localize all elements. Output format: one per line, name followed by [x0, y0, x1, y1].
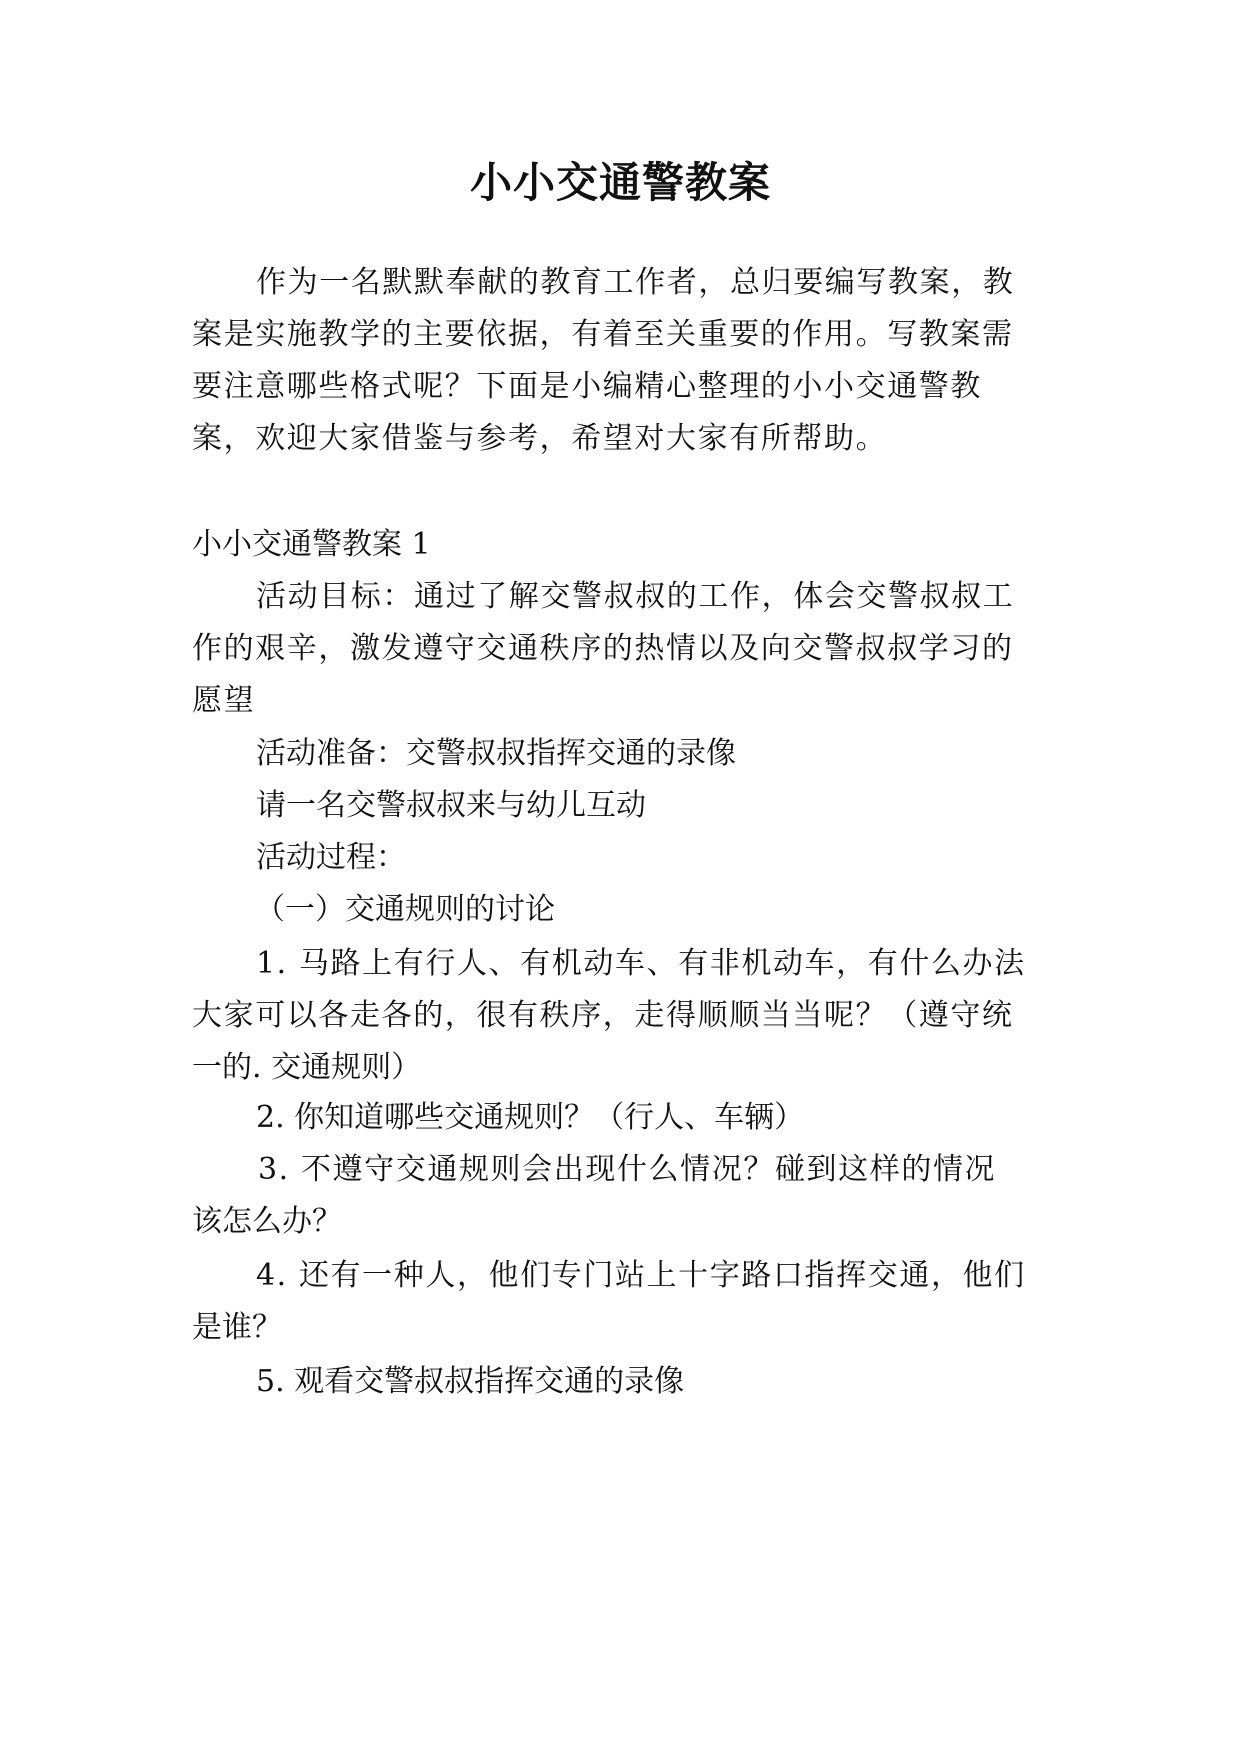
activity-goal-line: 活动目标：通过了解交警叔叔的工作，体会交警叔叔工: [256, 579, 1015, 614]
list-item-1-line: 大家可以各走各的，很有秩序，走得顺顺当当呢？（遵守统: [192, 998, 1014, 1033]
section-heading: 小小交通警教案 1: [192, 527, 431, 562]
activity-process-label: 活动过程：: [256, 840, 406, 875]
list-item-4-line: 4. 还有一种人，他们专门站上十字路口指挥交通，他们: [256, 1258, 1026, 1293]
part-one-heading: （一）交通规则的讨论: [255, 892, 555, 927]
activity-goal-line: 作的艰辛，激发遵守交通秩序的热情以及向交警叔叔学习的: [192, 631, 1014, 666]
activity-preparation: 活动准备：交警叔叔指挥交通的录像: [256, 736, 736, 771]
list-item-4-line: 是谁？: [192, 1310, 282, 1345]
list-item-5: 5. 观看交警叔叔指挥交通的录像: [256, 1364, 685, 1399]
intro-line: 案是实施教学的主要依据，有着至关重要的作用。写教案需: [192, 317, 1014, 352]
activity-invite: 请一名交警叔叔来与幼儿互动: [256, 788, 646, 823]
activity-goal-line: 愿望: [192, 683, 256, 718]
list-item-3-line: 该怎么办？: [192, 1204, 342, 1239]
intro-line: 作为一名默默奉献的教育工作者，总归要编写教案，教: [256, 265, 1015, 300]
list-item-1-line: 一的. 交通规则）: [192, 1050, 422, 1085]
list-item-3-line: 3. 不遵守交通规则会出现什么情况？碰到这样的情况: [258, 1152, 997, 1187]
intro-line: 要注意哪些格式呢？下面是小编精心整理的小小交通警教: [192, 369, 982, 404]
intro-line: 案，欢迎大家借鉴与参考，希望对大家有所帮助。: [192, 421, 888, 456]
document-title: 小小交通警教案: [469, 158, 771, 207]
list-item-2: 2. 你知道哪些交通规则？（行人、车辆）: [256, 1100, 805, 1135]
list-item-1-line: 1. 马路上有行人、有机动车、有非机动车，有什么办法: [256, 946, 1026, 981]
